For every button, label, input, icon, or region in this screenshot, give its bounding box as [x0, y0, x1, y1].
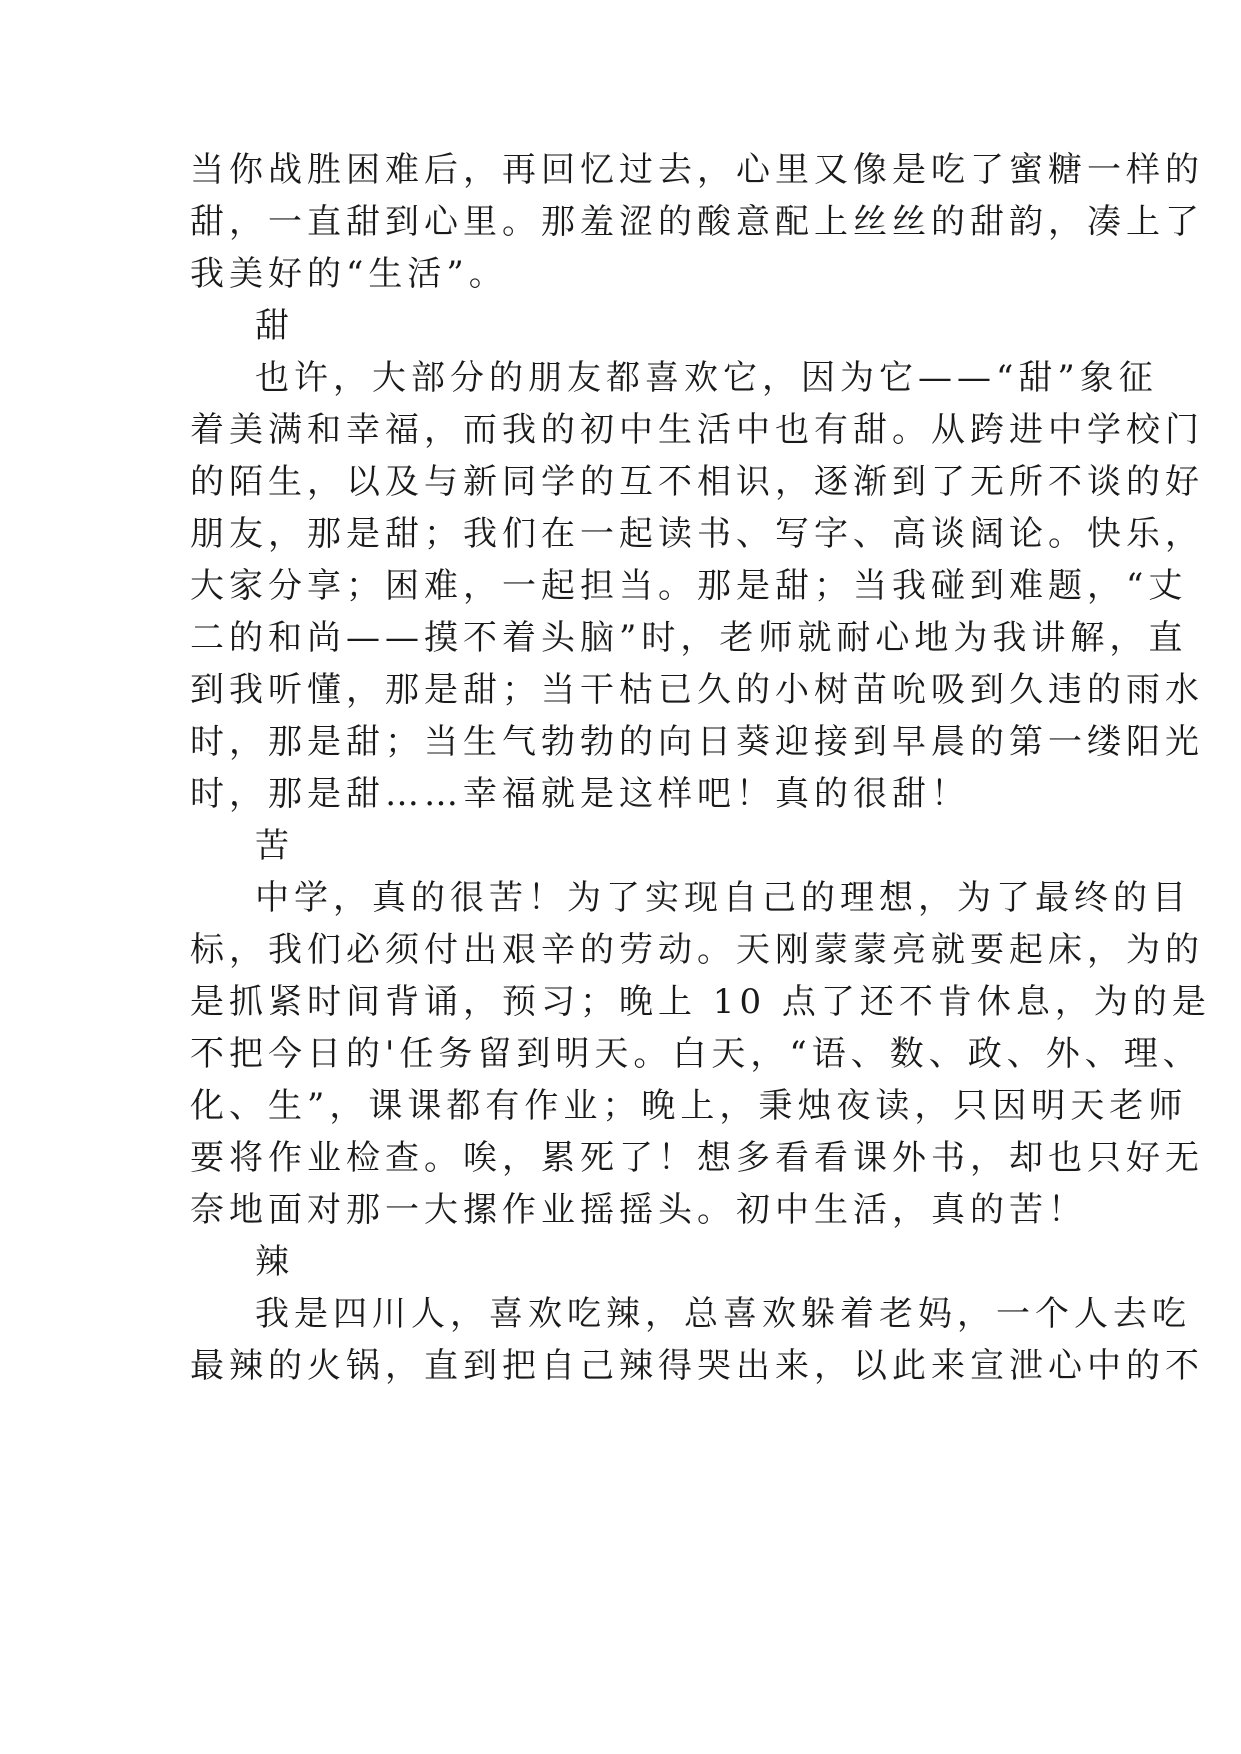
- section-heading-sweet: 甜: [255, 306, 289, 346]
- text-line: 朋友，那是甜；我们在一起读书、写字、高谈阔论。快乐，: [190, 514, 1204, 554]
- text-line: 最辣的火锅，直到把自己辣得哭出来，以此来宣泄心中的不: [190, 1346, 1204, 1386]
- text-line: 大家分享；困难，一起担当。那是甜；当我碰到难题，“丈: [190, 566, 1188, 606]
- text-line: 中学，真的很苦！为了实现自己的理想，为了最终的目: [255, 878, 1191, 918]
- text-line: 时，那是甜……幸福就是这样吧！真的很甜！: [190, 774, 970, 814]
- text-line: 甜，一直甜到心里。那羞涩的酸意配上丝丝的甜韵，凑上了: [190, 202, 1204, 242]
- text-line: 我美好的“生活”。: [190, 254, 508, 294]
- text-line: 奈地面对那一大摞作业摇摇头。初中生活，真的苦！: [190, 1190, 1087, 1230]
- text-line: 着美满和幸福，而我的初中生活中也有甜。从跨进中学校门: [190, 410, 1204, 450]
- text-line: 当你战胜困难后，再回忆过去，心里又像是吃了蜜糖一样的: [190, 150, 1204, 190]
- text-line: 我是四川人，喜欢吃辣，总喜欢躲着老妈，一个人去吃: [255, 1294, 1191, 1334]
- text-line: 的陌生，以及与新同学的互不相识，逐渐到了无所不谈的好: [190, 462, 1204, 502]
- text-line: 不把今日的'任务留到明天。白天，“语、数、政、外、理、: [190, 1034, 1202, 1074]
- section-heading-spicy: 辣: [255, 1242, 289, 1282]
- text-line: 化、生”，课课都有作业；晚上，秉烛夜读，只因明天老师: [190, 1086, 1188, 1126]
- text-line: 要将作业检查。唉，累死了！想多看看课外书，却也只好无: [190, 1138, 1204, 1178]
- text-line: 标，我们必须付出艰辛的劳动。天刚蒙蒙亮就要起床，为的: [190, 930, 1204, 970]
- text-line: 时，那是甜；当生气勃勃的向日葵迎接到早晨的第一缕阳光: [190, 722, 1204, 762]
- text-line: 也许，大部分的朋友都喜欢它，因为它——“甜”象征: [255, 358, 1158, 398]
- text-line: 是抓紧时间背诵，预习；晚上 10 点了还不肯休息，为的是: [190, 982, 1211, 1022]
- text-line: 二的和尚——摸不着头脑”时，老师就耐心地为我讲解，直: [190, 618, 1188, 658]
- section-heading-bitter: 苦: [255, 826, 289, 866]
- text-line: 到我听懂，那是甜；当干枯已久的小树苗吮吸到久违的雨水: [190, 670, 1204, 710]
